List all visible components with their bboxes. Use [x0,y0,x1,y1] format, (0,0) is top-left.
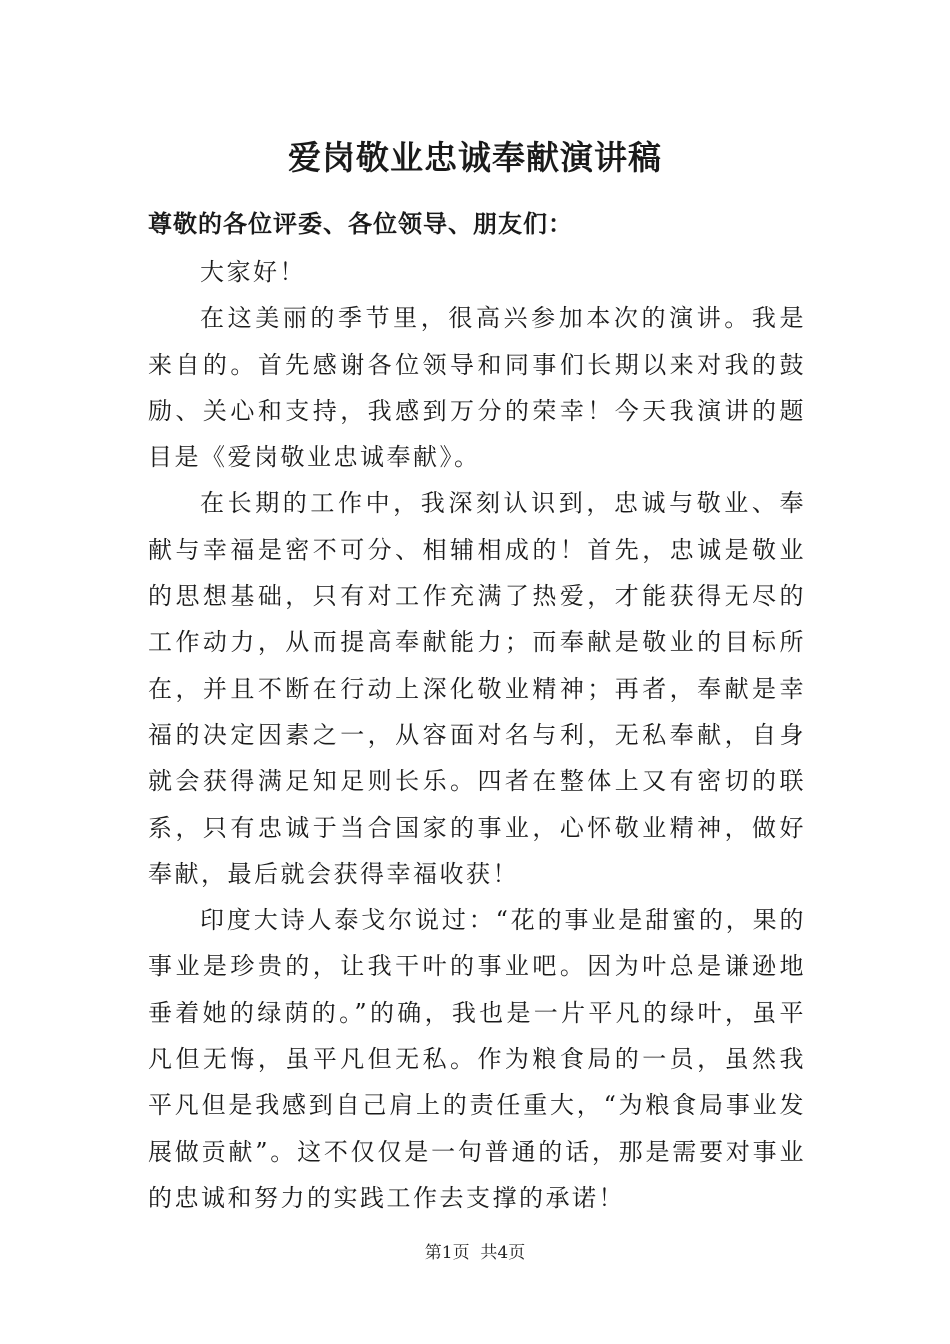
paragraph-tagore: 印度大诗人泰戈尔说过：“花的事业是甜蜜的，果的事业是珍贵的，让我干叶的事业吧。因为叶总是谦逊地垂着她的绿荫的。”的确，我也是一片平凡的绿叶，虽平凡但无悔，虽平凡但无私。作为粮食局的一员，虽然我平凡但是我感到自己肩上的责任重大，“为粮食局事业发展做贡献”。这不仅仅是一句普通的话，那是需要对事业的忠诚和努力的实践工作去支撑的承诺！ [148,906,806,1212]
paragraph-intro: 在这美丽的季节里，很高兴参加本次的演讲。我是来自的。首先感谢各位领导和同事们长期以来对我的鼓励、关心和支持，我感到万分的荣幸！今天我演讲的题目是《爱岗敬业忠诚奉献》。 [148,304,806,472]
paragraph-loyalty: 在长期的工作中，我深刻认识到，忠诚与敬业、奉献与幸福是密不可分、相辅相成的！首先，忠诚是敬业的思想基础，只有对工作充满了热爱，才能获得无尽的工作动力，从而提高奉献能力；而奉献是敬业的目标所在，并且不断在行动上深化敬业精神；再者，奉献是幸福的决定因素之一，从容面对名与利，无私奉献，自身就会获得满足知足则长乐。四者在整体上又有密切的联系，只有忠诚于当合国家的事业，心怀敬业精神，做好奉献，最后就会获得幸福收获！ [148,489,806,888]
page-number: 第1页 共4页 [424,1243,526,1263]
paragraph-greeting: 大家好！ [200,258,306,286]
salutation: 尊敬的各位评委、各位领导、朋友们： [148,209,573,238]
page-footer [0,1240,950,1266]
document-title: 爱岗敬业忠诚奉献演讲稿 [288,138,662,177]
document-body [148,249,806,1221]
